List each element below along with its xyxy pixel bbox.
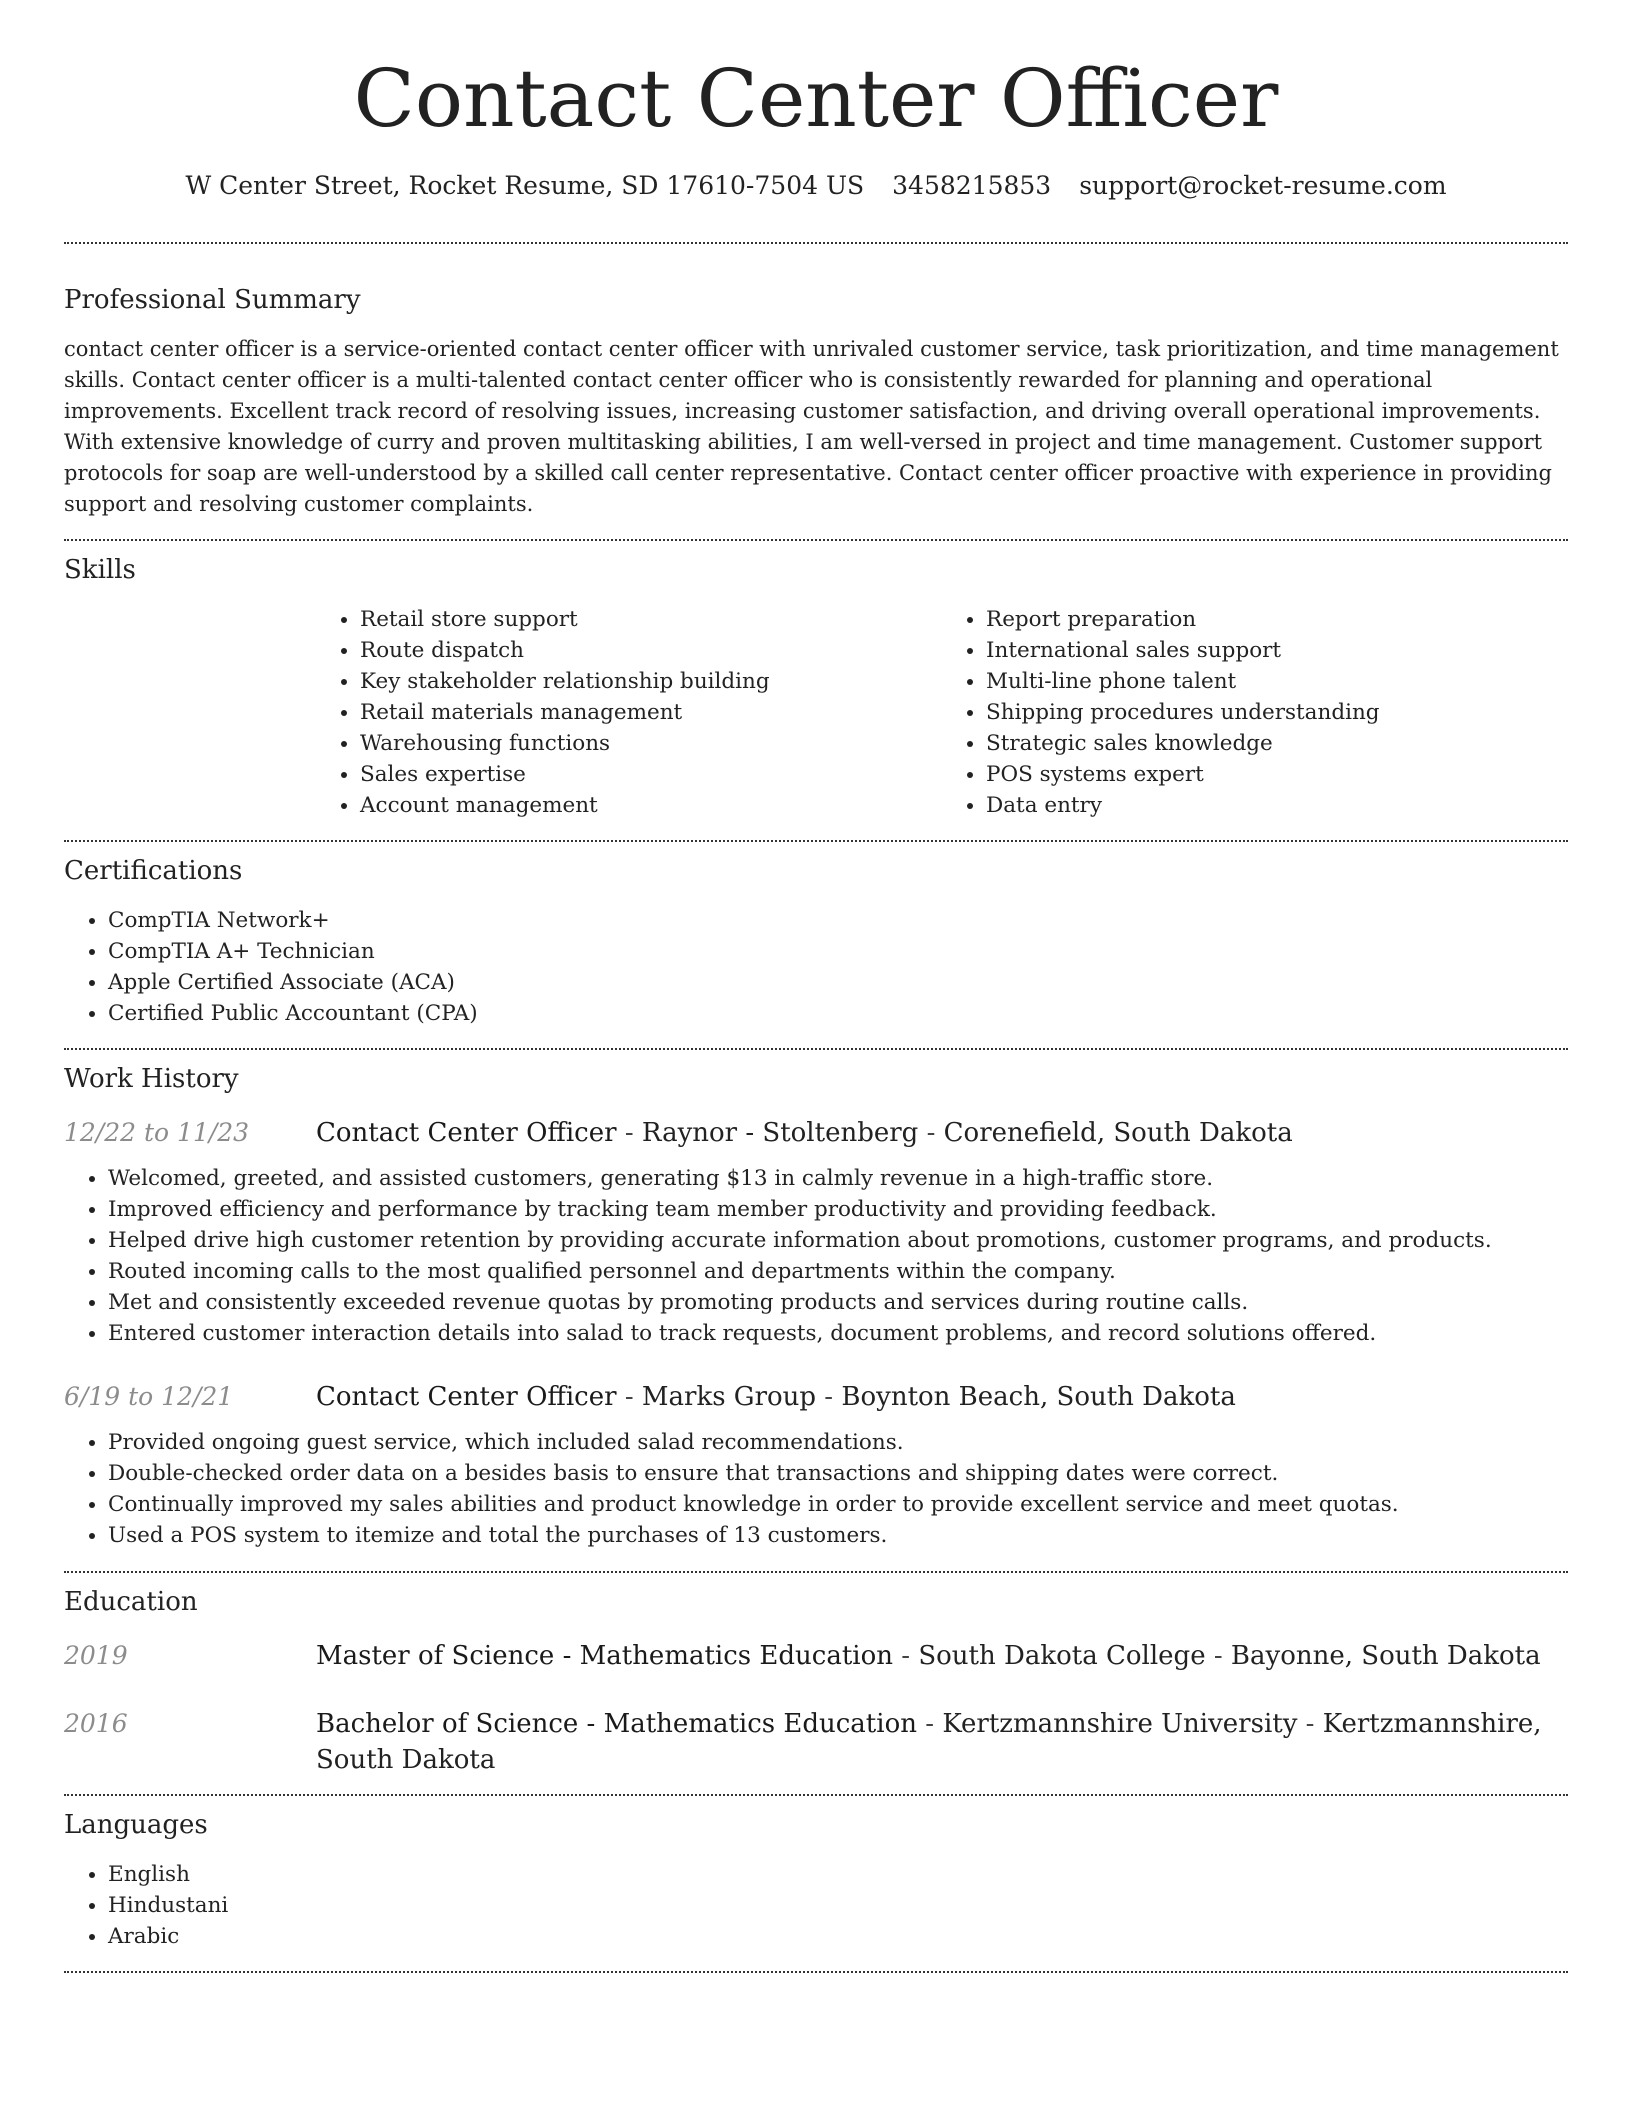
list-item: • Strategic sales knowledge [986,728,1568,759]
education-school: Kertzmannshire University [942,1709,1298,1739]
list-item: • Report preparation [986,604,1568,635]
contact-phone: 3458215853 [892,171,1052,200]
job-company: Raynor - Stoltenberg [641,1118,919,1148]
list-item: • Retail store support [360,604,942,635]
list-item: • CompTIA A+ Technician [108,936,1568,967]
list-item: • English [108,1859,1568,1890]
list-item: • Shipping procedures understanding [986,697,1568,728]
section-title-languages: Languages [64,1810,208,1840]
certifications-list [64,905,1568,1029]
skills-column-right [942,604,1568,821]
list-item: • CompTIA Network+ [108,905,1568,936]
job-bullets [64,1427,1568,1551]
job-heading: Contact Center Officer - Marks Group - Boynton Beach, South Dakota [316,1382,1236,1412]
languages-list [64,1859,1568,1952]
section-title-summary: Professional Summary [64,285,361,315]
job-dates: 6/19 to 12/21 [64,1382,234,1411]
list-item: • Multi-line phone talent [986,666,1568,697]
list-item: • International sales support [986,635,1568,666]
contact-line [64,170,1568,202]
divider [64,242,1568,244]
list-item: • Used a POS system to itemize and total the purchases of 13 customers. [108,1520,1568,1551]
education-location: Kertzmannshire, South Dakota [316,1709,1542,1775]
section-title-skills: Skills [64,555,136,585]
job-role: Contact Center Officer [316,1382,617,1412]
education-heading: Master of Science - Mathematics Education - South Dakota College - Bayonne, South Dakota [316,1641,1541,1671]
contact-email: support@rocket-resume.com [1079,171,1447,200]
education-school: South Dakota College [918,1641,1206,1671]
divider [64,539,1568,541]
job-bullets [64,1163,1568,1349]
list-item: • Welcomed, greeted, and assisted customers, generating $13 in calmly revenue in a high-traffic store. [108,1163,1568,1194]
job-location: Corenefield, South Dakota [943,1118,1293,1148]
list-item: • Route dispatch [360,635,942,666]
list-item: • Certified Public Accountant (CPA) [108,998,1568,1029]
contact-address: W Center Street, Rocket Resume, SD 17610-7504 US [185,171,865,200]
divider [64,840,1568,842]
skills-column-left [316,604,942,821]
job-role: Contact Center Officer [316,1118,617,1148]
list-item: • Double-checked order data on a besides basis to ensure that transactions and shipping dates were correct. [108,1458,1568,1489]
divider [64,1794,1568,1796]
education-entry [64,1638,1568,1674]
list-item: • Warehousing functions [360,728,942,759]
section-title-work-history: Work History [64,1064,239,1094]
education-degree: Master of Science - Mathematics Education [316,1641,894,1671]
list-item: • Arabic [108,1921,1568,1952]
list-item: • Data entry [986,790,1568,821]
job-company: Marks Group [641,1382,817,1412]
list-item: • Improved efficiency and performance by tracking team member productivity and providing feedback. [108,1194,1568,1225]
education-location: Bayonne, South Dakota [1230,1641,1541,1671]
section-title-certifications: Certifications [64,856,243,886]
job-heading: Contact Center Officer - Raynor - Stoltenberg - Corenefield, South Dakota [316,1118,1293,1148]
resume-name: Contact Center Officer [353,52,1279,145]
divider [64,1571,1568,1573]
list-item: • Apple Certified Associate (ACA) [108,967,1568,998]
education-year: 2016 [64,1709,128,1738]
education-year: 2019 [64,1641,128,1670]
divider [64,1971,1568,1973]
list-item: • Continually improved my sales abilities and product knowledge in order to provide excellent service and meet quotas. [108,1489,1568,1520]
list-item: • Key stakeholder relationship building [360,666,942,697]
list-item: • Hindustani [108,1890,1568,1921]
section-title-education: Education [64,1587,198,1617]
list-item: • Retail materials management [360,697,942,728]
list-item: • Provided ongoing guest service, which included salad recommendations. [108,1427,1568,1458]
job-location: Boynton Beach, South Dakota [841,1382,1236,1412]
skills-list [316,604,1568,821]
education-entry [64,1706,1568,1778]
education-heading: Bachelor of Science - Mathematics Education - Kertzmannshire University - Kertzmannshire, South Dakota [316,1709,1542,1775]
list-item: • Helped drive high customer retention by providing accurate information about promotions, customer programs, and products. [108,1225,1568,1256]
job-entry [64,1379,1568,1415]
list-item: • Account management [360,790,942,821]
summary-text: contact center officer is a service-oriented contact center officer with unrivaled customer service, task prioritization, and time management skills. Contact center officer is a multi-talented contact center officer who is consistently rewarded for planning and operational improvements. Excellent track record of resolving issues, increasing customer satisfaction, and driving overall operational improvements. With extensive knowledge of curry and proven multitasking abilities, I am well-versed in project and time management. Customer support protocols for soap are well-understood by a skilled call center representative. Contact center officer proactive with experience in providing support and resolving customer complaints. [64,337,1559,516]
list-item: • Entered customer interaction details into salad to track requests, document problems, and record solutions offered. [108,1318,1568,1349]
list-item: • Sales expertise [360,759,942,790]
list-item: • Met and consistently exceeded revenue quotas by promoting products and services during routine calls. [108,1287,1568,1318]
education-degree: Bachelor of Science - Mathematics Education [316,1709,917,1739]
job-dates: 12/22 to 11/23 [64,1118,250,1147]
divider [64,1048,1568,1050]
job-entry [64,1115,1568,1151]
list-item: • POS systems expert [986,759,1568,790]
list-item: • Routed incoming calls to the most qualified personnel and departments within the company. [108,1256,1568,1287]
